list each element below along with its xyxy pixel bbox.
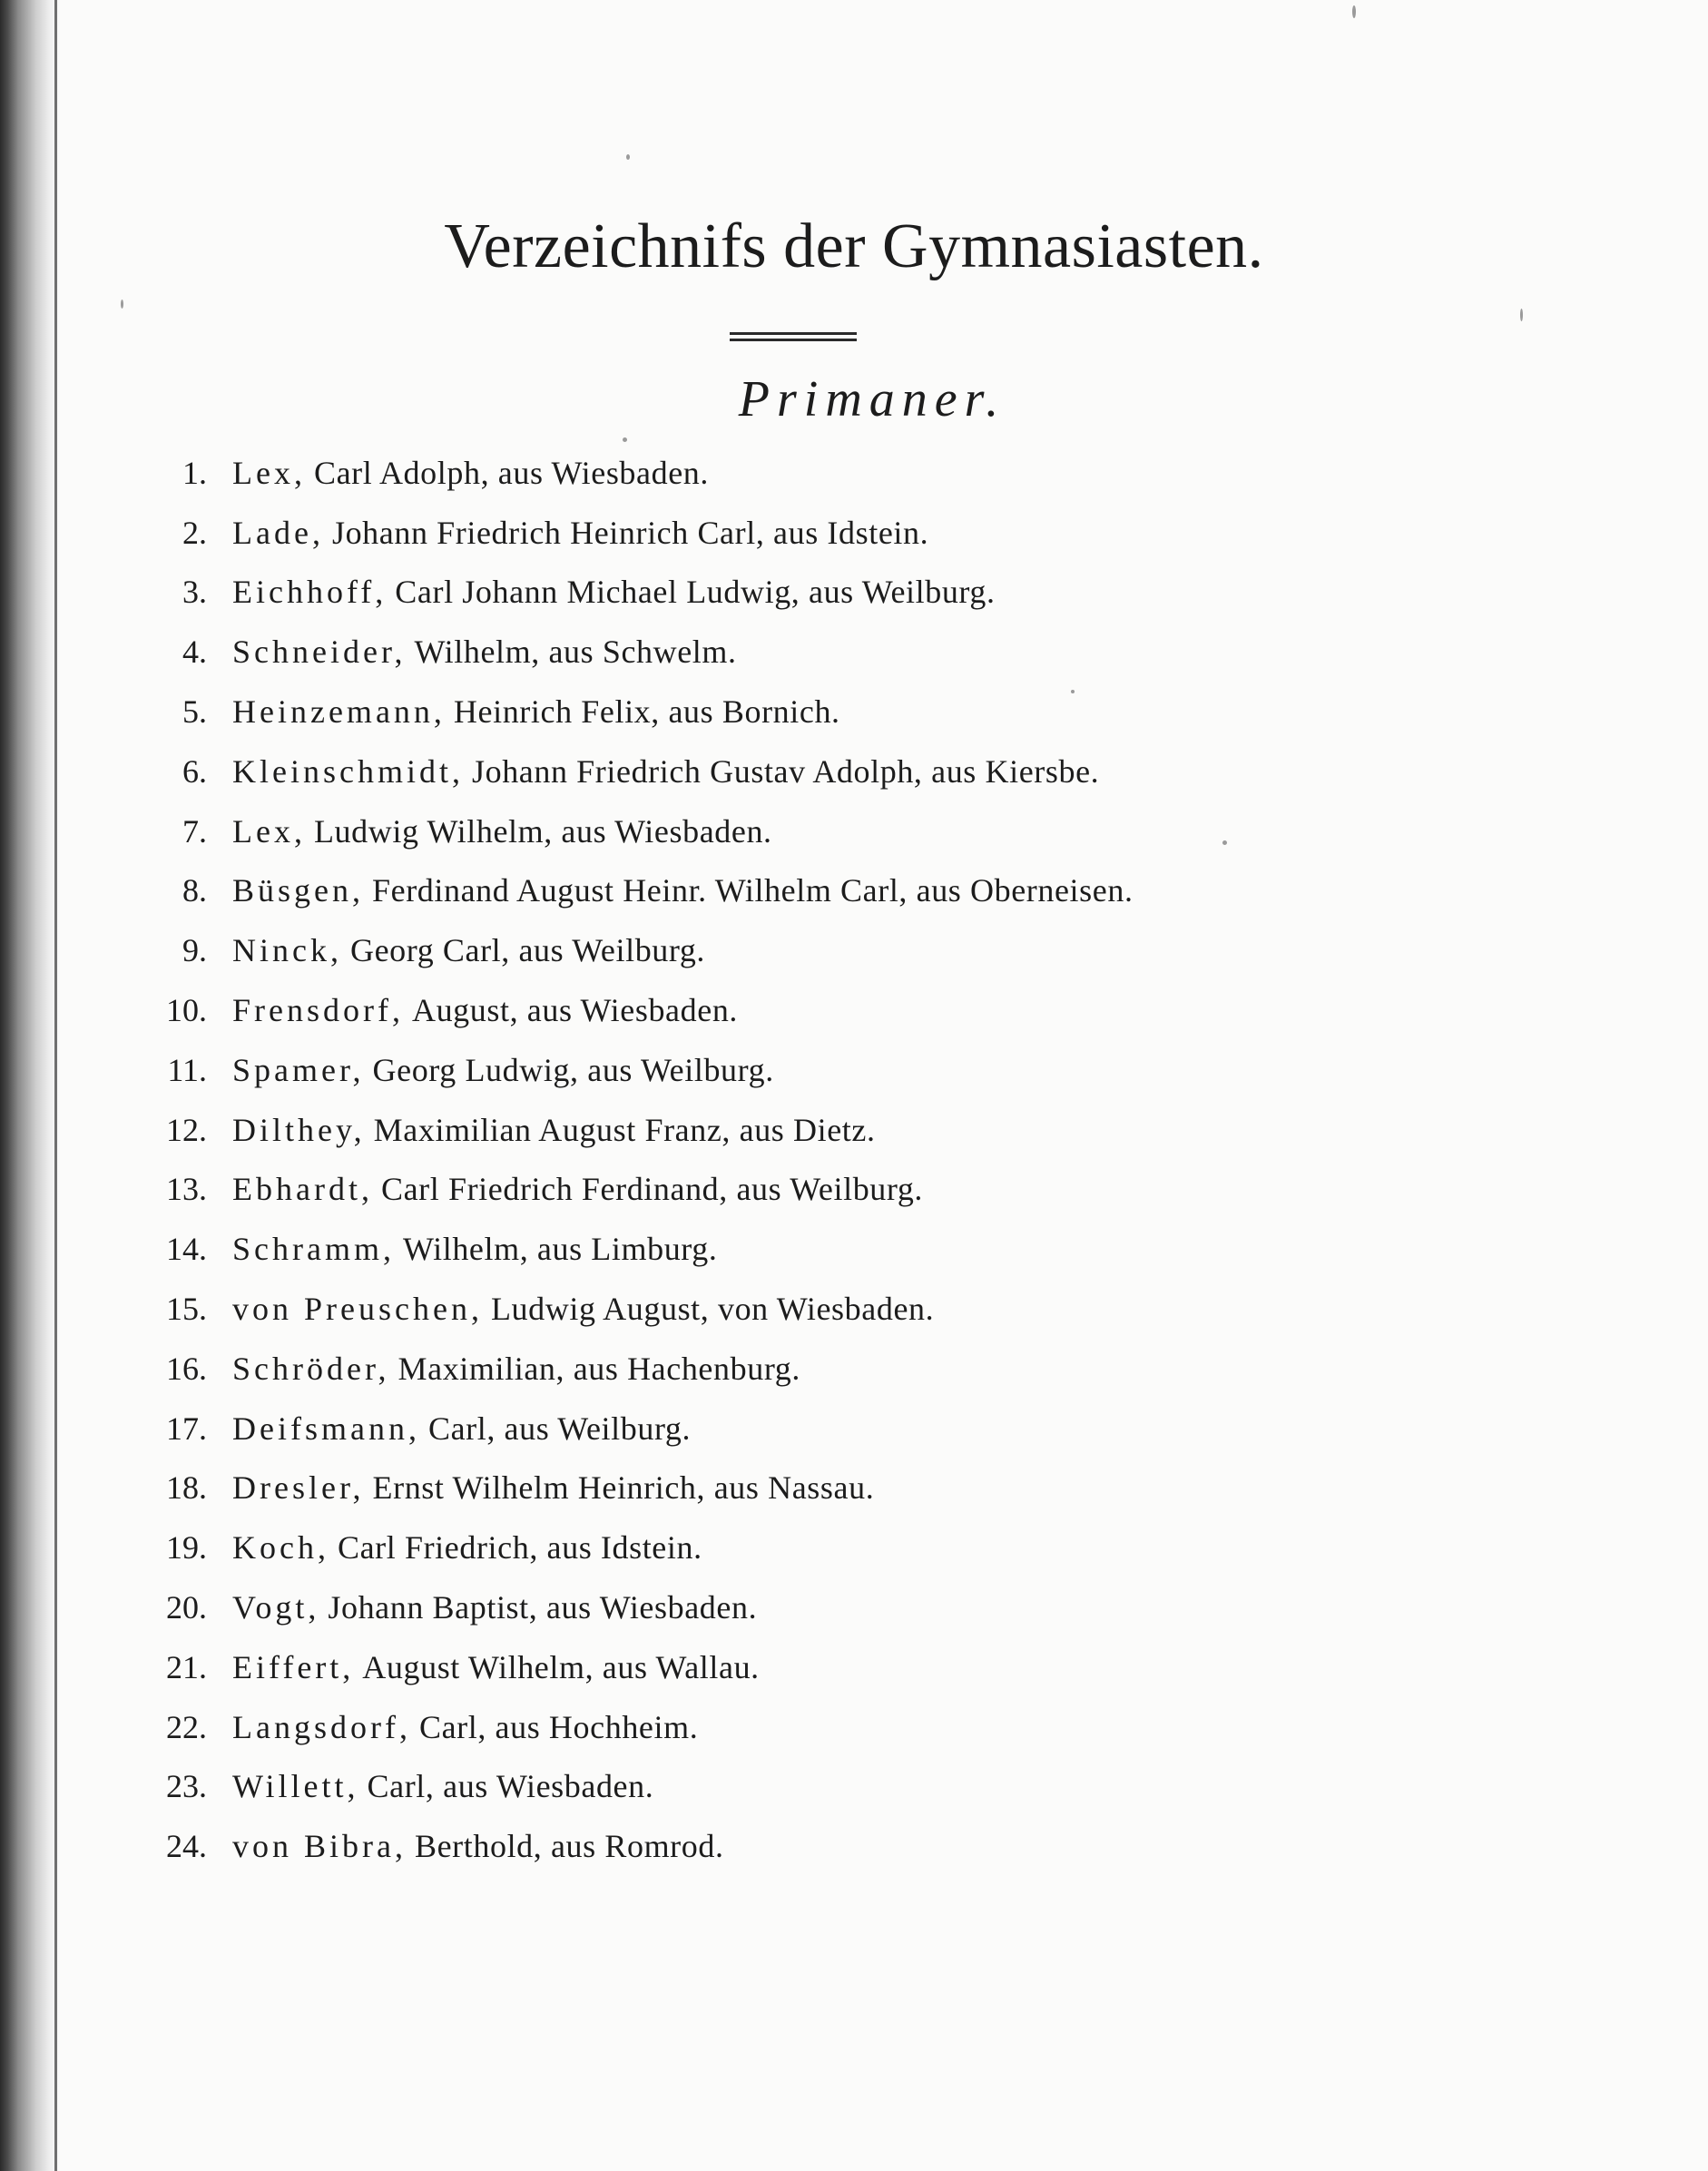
entry-number: 14. <box>166 1231 207 1268</box>
student-entry <box>136 980 1497 1040</box>
entry-surname: Ninck, <box>232 932 342 969</box>
entry-details: Johann Baptist, aus Wiesbaden. <box>328 1589 758 1626</box>
entry-number: 24. <box>166 1828 207 1865</box>
entry-details: Ferdinand August Heinr. Wilhelm Carl, aus Oberneisen. <box>372 872 1134 909</box>
student-entry <box>136 1577 1497 1637</box>
student-entry <box>136 1757 1497 1817</box>
student-entry <box>136 1279 1497 1339</box>
entry-details: Ernst Wilhelm Heinrich, aus Nassau. <box>372 1469 875 1507</box>
entry-surname: Heinzemann, <box>232 693 446 731</box>
entry-number: 20. <box>166 1589 207 1626</box>
student-entry <box>136 1040 1497 1100</box>
student-entry <box>136 1816 1497 1876</box>
student-entry <box>136 742 1497 801</box>
entry-details: Maximilian August Franz, aus Dietz. <box>373 1111 876 1148</box>
title-rule-line-top <box>730 332 857 335</box>
entry-number: 7. <box>182 812 207 850</box>
student-entry <box>136 1100 1497 1160</box>
entry-surname: Schröder, <box>232 1350 390 1387</box>
entry-surname: Lade, <box>232 514 324 551</box>
entry-details: Carl Friedrich, aus Idstein. <box>337 1529 702 1567</box>
entry-surname: Dilthey, <box>232 1111 366 1148</box>
entry-details: Carl, aus Weilburg. <box>427 1410 692 1447</box>
student-entry <box>136 1160 1497 1220</box>
entry-details: Carl Adolph, aus Wiesbaden. <box>313 454 709 491</box>
entry-details: August Wilhelm, aus Wallau. <box>362 1648 760 1685</box>
entry-surname: Büsgen, <box>232 872 364 909</box>
student-entry <box>136 1399 1497 1459</box>
entry-number: 17. <box>166 1410 207 1447</box>
entry-number: 21. <box>166 1648 207 1685</box>
student-entry <box>136 1637 1497 1697</box>
student-entry <box>136 920 1497 980</box>
entry-details: Carl Johann Michael Ludwig, aus Weilburg. <box>395 574 996 611</box>
entry-number: 16. <box>166 1350 207 1387</box>
page-title: Verzeichnifs der Gymnasiasten. <box>444 211 1264 281</box>
entry-details: Heinrich Felix, aus Bornich. <box>453 693 840 731</box>
entry-surname: Deifsmann, <box>232 1410 420 1447</box>
entry-details: Maximilian, aus Hachenburg. <box>398 1350 800 1387</box>
entry-number: 23. <box>166 1768 207 1805</box>
student-entry <box>136 503 1497 563</box>
entry-surname: Eiffert, <box>232 1648 355 1685</box>
entry-details: Carl, aus Wiesbaden. <box>367 1768 654 1805</box>
entry-surname: Eichhoff, <box>232 574 388 611</box>
entry-number: 2. <box>182 514 207 551</box>
entry-number: 22. <box>166 1708 207 1745</box>
entry-surname: Lex, <box>232 454 306 491</box>
student-entry <box>136 1697 1497 1757</box>
entry-surname: Langsdorf, <box>232 1708 411 1745</box>
student-entry <box>136 443 1497 503</box>
entry-details: Berthold, aus Romrod. <box>414 1828 724 1865</box>
entry-details: Ludwig August, von Wiesbaden. <box>490 1291 935 1328</box>
entry-surname: Frensdorf, <box>232 992 404 1029</box>
entry-details: Carl Friedrich Ferdinand, aus Weilburg. <box>380 1171 924 1208</box>
entry-number: 6. <box>182 752 207 790</box>
entry-number: 3. <box>182 574 207 611</box>
entry-details: Wilhelm, aus Limburg. <box>402 1231 718 1268</box>
title-rule-line-bottom <box>730 339 857 341</box>
entry-number: 18. <box>166 1469 207 1507</box>
entry-details: Carl, aus Hochheim. <box>418 1708 699 1745</box>
entry-number: 12. <box>166 1111 207 1148</box>
student-list <box>136 443 1497 1876</box>
entry-details: Wilhelm, aus Schwelm. <box>414 634 737 671</box>
entry-details: August, aus Wiesbaden. <box>411 992 739 1029</box>
entry-surname: Lex, <box>232 812 306 850</box>
entry-number: 9. <box>182 932 207 969</box>
entry-surname: von Preuschen, <box>232 1291 483 1328</box>
book-binding-line <box>54 0 57 2171</box>
entry-surname: Dresler, <box>232 1469 365 1507</box>
entry-number: 15. <box>166 1291 207 1328</box>
entry-surname: Spamer, <box>232 1051 365 1088</box>
title-double-rule <box>730 332 857 341</box>
entry-surname: von Bibra, <box>232 1828 407 1865</box>
entry-surname: Ebhardt, <box>232 1171 373 1208</box>
entry-details: Georg Carl, aus Weilburg. <box>349 932 706 969</box>
section-heading-primaner: Primaner. <box>738 371 1006 427</box>
entry-number: 13. <box>166 1171 207 1208</box>
student-entry <box>136 1339 1497 1399</box>
entry-surname: Schramm, <box>232 1231 395 1268</box>
entry-number: 19. <box>166 1529 207 1567</box>
entry-number: 10. <box>166 992 207 1029</box>
entry-details: Ludwig Wilhelm, aus Wiesbaden. <box>313 812 772 850</box>
entry-number: 5. <box>182 693 207 731</box>
student-entry <box>136 1459 1497 1518</box>
entry-number: 1. <box>182 454 207 491</box>
entry-details: Johann Friedrich Heinrich Carl, aus Idstein. <box>331 514 929 551</box>
entry-details: Johann Friedrich Gustav Adolph, aus Kiersbe. <box>471 752 1100 790</box>
student-entry <box>136 861 1497 921</box>
entry-number: 8. <box>182 872 207 909</box>
entry-surname: Schneider, <box>232 634 407 671</box>
entry-surname: Vogt, <box>232 1589 320 1626</box>
student-entry <box>136 1219 1497 1279</box>
book-binding-edge <box>0 0 60 2171</box>
student-entry <box>136 563 1497 623</box>
entry-number: 11. <box>167 1051 207 1088</box>
entry-surname: Kleinschmidt, <box>232 752 464 790</box>
entry-surname: Koch, <box>232 1529 329 1567</box>
entry-surname: Willett, <box>232 1768 359 1805</box>
student-entry <box>136 1518 1497 1577</box>
entry-number: 4. <box>182 634 207 671</box>
student-entry <box>136 622 1497 682</box>
entry-details: Georg Ludwig, aus Weilburg. <box>372 1051 774 1088</box>
student-entry <box>136 682 1497 742</box>
student-entry <box>136 801 1497 861</box>
